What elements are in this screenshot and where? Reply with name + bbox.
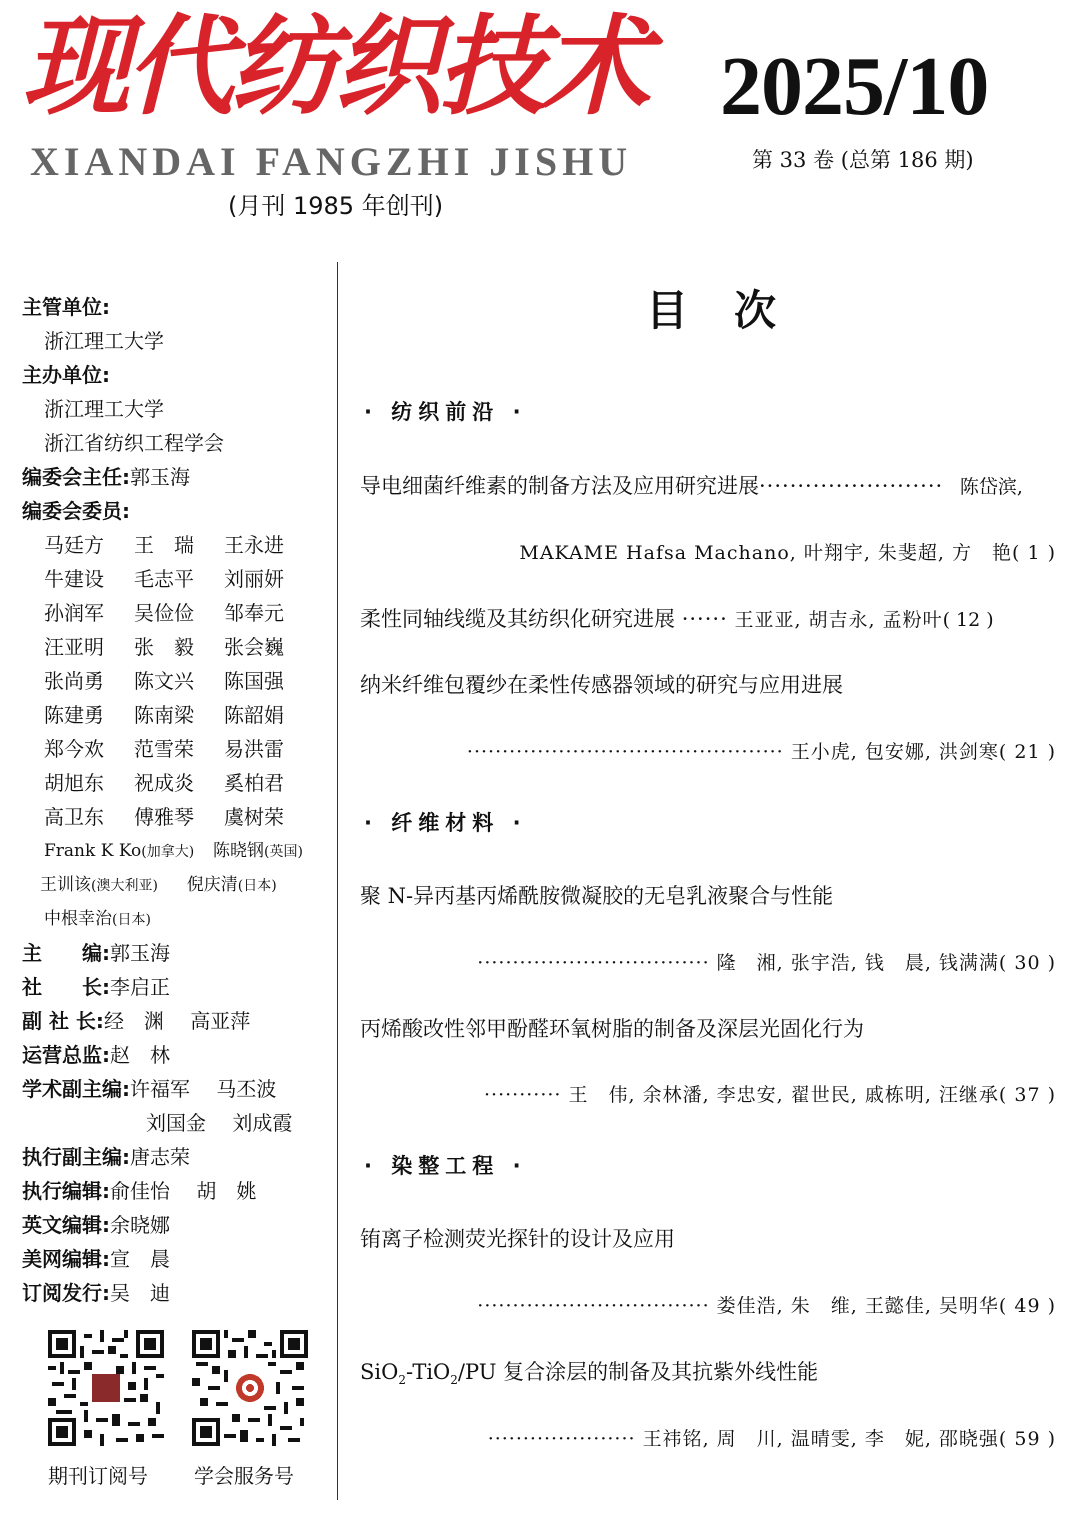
member-name: 祝成炎	[134, 771, 194, 795]
sponsor-value: 浙江省纺织工程学会	[44, 431, 224, 455]
staff-value: 唐志荣	[130, 1145, 190, 1169]
staff-label: 副 社 长:	[22, 1009, 104, 1033]
article-authors: MAKAME Hafsa Machano, 叶翔宇, 朱斐超, 方 艳	[519, 542, 1012, 564]
member-name: 毛志平	[134, 567, 194, 591]
article-page: ( 30 )	[998, 952, 1056, 974]
article-page: ( 49 )	[998, 1295, 1056, 1317]
qr-caption-subscription: 期刊订阅号	[48, 1464, 148, 1488]
member-name: 陈国强	[224, 669, 284, 693]
committee-members-list	[22, 528, 332, 936]
staff-label: 运营总监:	[22, 1043, 110, 1067]
committee-director-value: 郭玉海	[130, 465, 190, 489]
article-title[interactable]	[360, 470, 1023, 500]
subscript: 2	[398, 1373, 406, 1388]
sponsor-value: 浙江理工大学	[44, 397, 164, 421]
supervisor-label: 主管单位:	[22, 295, 110, 319]
article-authors-line	[477, 1291, 1056, 1318]
member-name: 马廷方	[44, 533, 104, 557]
staff-label: 主 编:	[22, 941, 110, 965]
intl-member-name: 中根幸治	[44, 909, 112, 929]
member-name: 张 毅	[134, 635, 194, 659]
staff-label: 执行编辑:	[22, 1179, 110, 1203]
section-heading: · 纺织前沿 ·	[364, 400, 527, 424]
member-name: 吴俭俭	[134, 601, 194, 625]
leader-dots: ······	[681, 607, 728, 631]
member-name: 王 瑞	[134, 533, 194, 557]
column-divider	[337, 262, 338, 1500]
section-heading: · 染整工程 ·	[364, 1154, 527, 1178]
intl-member-name: 倪庆清	[186, 875, 238, 895]
staff-value: 李启正	[110, 975, 170, 999]
member-name: 邹奉元	[224, 601, 284, 625]
journal-title-chinese: 现代纺织技术	[22, 5, 647, 130]
staff-value: 吴 迪	[110, 1281, 170, 1305]
member-name: 郑今欢	[44, 737, 104, 761]
intl-member-name: Frank K Ko	[44, 841, 142, 861]
article-title-text: 聚 N-异丙基丙烯酰胺微凝胶的无皂乳液聚合与性能	[360, 884, 834, 908]
staff-label: 执行副主编:	[22, 1145, 130, 1169]
intl-member-name: 陈晓钢	[213, 841, 265, 861]
member-name: 傅雅琴	[134, 805, 194, 829]
article-authors-line	[467, 737, 1056, 764]
staff-value: 刘国金 刘成霞	[146, 1111, 293, 1135]
staff-label: 社 长:	[22, 975, 110, 999]
staff-value: 经 渊 高亚萍	[103, 1009, 251, 1033]
article-title-text: -TiO	[405, 1360, 451, 1384]
article-title[interactable]	[360, 603, 994, 633]
subscript: 2	[450, 1373, 458, 1388]
issue-number: 2025/10	[720, 40, 989, 133]
section-heading: · 纤维材料 ·	[364, 811, 527, 835]
article-title[interactable]	[360, 880, 833, 910]
intl-member-country: (加拿大)	[141, 844, 195, 860]
article-title[interactable]	[360, 669, 843, 699]
article-authors: 王祎铭, 周 川, 温晴雯, 李 妮, 邵晓强	[642, 1428, 999, 1450]
staff-value: 余晓娜	[110, 1213, 170, 1237]
toc-title: 目次	[646, 286, 823, 335]
staff-list	[22, 936, 332, 1310]
article-title-text: 柔性同轴线缆及其纺织化研究进展	[360, 607, 675, 631]
article-page: ( 12 )	[942, 609, 994, 631]
intl-member-country: (英国)	[264, 844, 303, 860]
article-authors: 王亚亚, 胡吉永, 孟粉叶	[734, 609, 943, 631]
qr-code-subscription[interactable]	[48, 1330, 164, 1446]
member-name: 汪亚明	[44, 635, 104, 659]
member-name: 陈建勇	[44, 703, 104, 727]
staff-value: 赵 林	[110, 1043, 170, 1067]
committee-director-label: 编委会主任:	[22, 465, 130, 489]
article-title-text: 纳米纤维包覆纱在柔性传感器领域的研究与应用进展	[360, 673, 843, 697]
intl-member-country: (日本)	[237, 878, 277, 894]
volume-info: 第 33 卷 (总第 186 期)	[752, 148, 974, 172]
staff-label: 英文编辑:	[22, 1213, 110, 1237]
member-name: 刘丽妍	[224, 567, 284, 591]
member-name: 陈文兴	[134, 669, 194, 693]
article-authors-line	[477, 948, 1056, 975]
article-authors: 娄佳浩, 朱 维, 王懿佳, 吴明华	[716, 1295, 999, 1317]
intl-member-name: 王训该	[40, 875, 91, 895]
staff-label: 订阅发行:	[22, 1281, 110, 1305]
intl-member-country: (日本)	[112, 912, 151, 928]
member-name: 陈韶娟	[224, 703, 284, 727]
staff-value: 宣 晨	[110, 1247, 170, 1271]
member-name: 范雪荣	[134, 737, 194, 761]
article-title[interactable]	[360, 1013, 864, 1043]
member-name: 孙润军	[44, 601, 104, 625]
article-page: ( 59 )	[998, 1428, 1056, 1450]
qr-code-icon	[192, 1330, 308, 1446]
leader-dots: ·····················	[487, 1428, 636, 1450]
qr-code-service[interactable]	[192, 1330, 308, 1446]
article-authors: 陈岱滨,	[959, 476, 1023, 498]
article-title-text: /PU 复合涂层的制备及其抗紫外线性能	[457, 1360, 819, 1384]
leader-dots: ························	[759, 474, 944, 498]
intl-member-country: (澳大利亚)	[91, 878, 158, 894]
staff-value: 许福军 马丕波	[130, 1077, 277, 1101]
article-authors-line	[484, 1080, 1056, 1107]
article-authors-line	[519, 538, 1056, 565]
leader-dots: ·································	[477, 1295, 710, 1317]
leader-dots: ·································	[477, 952, 710, 974]
leader-dots: ···········	[484, 1084, 562, 1106]
article-authors-line	[488, 1424, 1056, 1451]
sponsor-label: 主办单位:	[22, 363, 110, 387]
member-name: 易洪雷	[224, 737, 284, 761]
member-name: 牛建设	[44, 567, 104, 591]
member-name: 高卫东	[44, 805, 104, 829]
staff-label: 学术副主编:	[22, 1077, 130, 1101]
supervisor-value: 浙江理工大学	[44, 329, 164, 353]
qr-caption-service: 学会服务号	[194, 1464, 294, 1488]
article-title[interactable]	[360, 1223, 675, 1253]
article-title[interactable]	[360, 1356, 818, 1387]
article-authors: 隆 湘, 张宇浩, 钱 晨, 钱满满	[716, 952, 999, 974]
staff-value: 俞佳怡 胡 姚	[110, 1179, 257, 1203]
qr-code-icon	[48, 1330, 164, 1446]
staff-label: 美网编辑:	[22, 1247, 110, 1271]
member-name: 张尚勇	[44, 669, 104, 693]
member-name: 王永进	[224, 533, 284, 557]
article-authors: 王小虎, 包安娜, 洪剑寒	[790, 741, 999, 763]
leader-dots: ·············································	[466, 741, 784, 763]
member-name: 虞树荣	[224, 805, 284, 829]
article-title-text: SiO	[360, 1360, 399, 1384]
member-name: 张会巍	[224, 635, 284, 659]
journal-title-pinyin: XIANDAI FANGZHI JISHU	[30, 139, 633, 184]
committee-members-label: 编委会委员:	[22, 499, 130, 523]
staff-value: 郭玉海	[110, 941, 170, 965]
article-title-text: 丙烯酸改性邻甲酚醛环氧树脂的制备及深层光固化行为	[360, 1017, 864, 1041]
masthead-info-column	[22, 290, 332, 1310]
member-name: 陈南梁	[134, 703, 194, 727]
article-page: ( 1 )	[1012, 542, 1056, 564]
article-authors: 王 伟, 余林潘, 李忠安, 翟世民, 戚栋明, 汪继承	[568, 1084, 999, 1106]
member-name: 奚柏君	[224, 771, 284, 795]
journal-frequency: (月刊 1985 年创刊)	[228, 192, 444, 220]
article-title-text: 导电细菌纤维素的制备方法及应用研究进展	[360, 474, 759, 498]
article-title-text: 铕离子检测荧光探针的设计及应用	[360, 1227, 675, 1251]
member-name: 胡旭东	[44, 771, 104, 795]
article-page: ( 37 )	[998, 1084, 1056, 1106]
article-page: ( 21 )	[998, 741, 1056, 763]
